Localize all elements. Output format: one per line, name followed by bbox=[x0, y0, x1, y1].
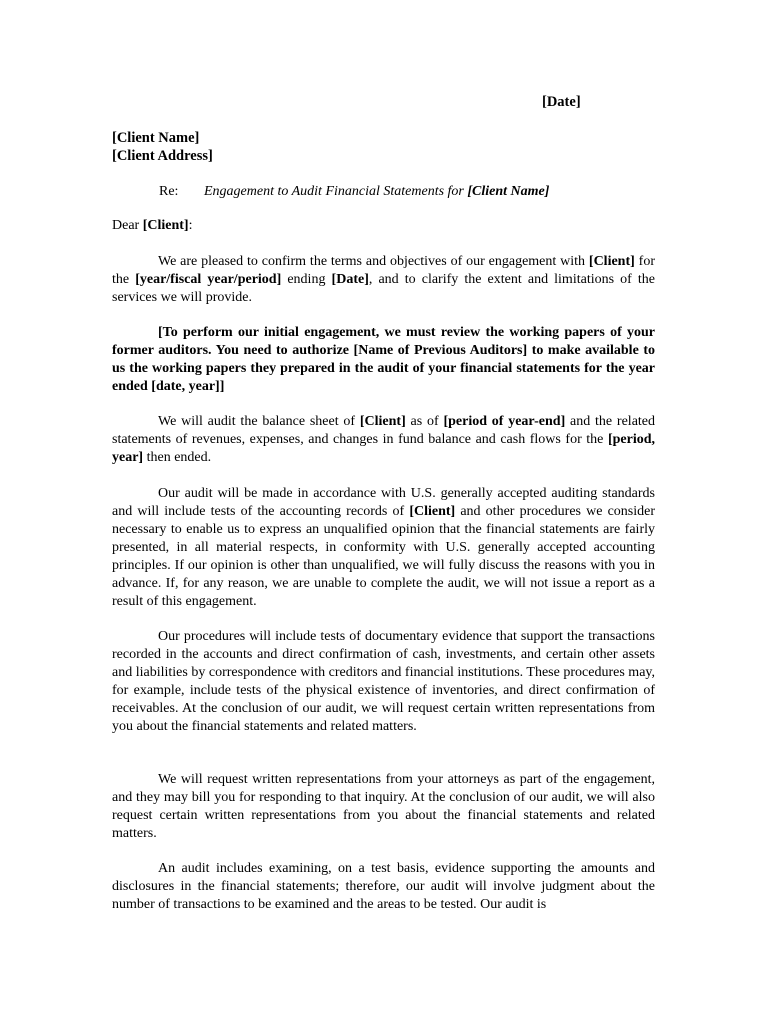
paragraph-4 bbox=[112, 485, 655, 611]
p1-period: [year/fiscal year/period] bbox=[135, 272, 282, 287]
p4-client: [Client] bbox=[409, 504, 456, 519]
salutation bbox=[112, 218, 192, 234]
subject-line bbox=[159, 184, 549, 200]
p3-text-2: as of bbox=[405, 414, 444, 429]
salutation-text: Dear bbox=[112, 218, 143, 233]
subject-text bbox=[204, 184, 549, 199]
p1-text-4: , and to clarify the extent and limitations of the services we will provide. bbox=[112, 272, 655, 305]
recipient-block bbox=[112, 129, 213, 165]
p3-period: [period, year] bbox=[112, 432, 655, 465]
p3-client: [Client] bbox=[359, 414, 406, 429]
p3-text-4: then ended. bbox=[143, 450, 212, 465]
subject-client: [Client Name] bbox=[467, 184, 550, 199]
paragraph-7: An audit includes examining, on a test basis, evidence supporting the amounts and disclosures in the financial statements; therefore, our audit will involve judgment about the number of transactions to be examined and the areas to be tested. Our audit is bbox=[112, 861, 655, 912]
p3-text-1: We will audit the balance sheet of bbox=[158, 414, 360, 429]
p1-text-2: for the bbox=[112, 254, 655, 287]
p4-text-2: and other procedures we consider necessary to enable us to express an unqualified opinion that the financial statements are fairly presented, in all material respects, in conformity with U.S. generally accepted accounting principles. If our opinion is other than unqualified, we will fully discuss the reasons with you in advance. If, for any reason, we are unable to complete the audit, we will not issue a report as a result of this engagement. bbox=[112, 504, 655, 609]
salutation-client: [Client] bbox=[142, 218, 189, 233]
salutation-colon: : bbox=[188, 218, 193, 233]
paragraph-3 bbox=[112, 413, 655, 467]
paragraph-6: We will request written representations from your attorneys as part of the engagement, and they may bill you for responding to that inquiry. At the conclusion of our audit, we will also request certain written representations from you about the financial statements and related matters. bbox=[112, 772, 655, 841]
p1-date: [Date] bbox=[331, 272, 369, 287]
client-address: [Client Address] bbox=[112, 148, 213, 164]
p4-text-1: Our audit will be made in accordance with U.S. generally accepted auditing standards and will include tests of the accounting records of bbox=[112, 486, 655, 519]
p3-year-end: [period of year-end] bbox=[443, 414, 566, 429]
p1-text-1: We are pleased to confirm the terms and objectives of our engagement with bbox=[158, 254, 589, 269]
paragraph-5: Our procedures will include tests of documentary evidence that support the transactions recorded in the accounts and direct confirmation of cash, investments, and certain other assets and liabilities by correspondence with creditors and financial institutions. These procedures may, for example, include tests of the physical existence of inventories, and direct confirmation of receivables. At the conclusion of our audit, we will request certain written representations from you about the financial statements and related matters. bbox=[112, 629, 655, 734]
subject-prefix: Engagement to Audit Financial Statements for bbox=[204, 184, 468, 199]
p3-text-3: and the related statements of revenues, expenses, and changes in fund balance and cash flows for the bbox=[112, 414, 656, 447]
client-name: [Client Name] bbox=[112, 130, 200, 146]
p1-text-3: ending bbox=[281, 272, 332, 287]
paragraph-1 bbox=[112, 253, 655, 307]
re-label: Re: bbox=[159, 184, 179, 199]
letter-date: [Date] bbox=[542, 94, 581, 110]
paragraph-2: [To perform our initial engagement, we must review the working papers of your former auditors. You need to authorize [Name of Previous Auditors] to make available to us the working papers they prepared in the audit of your financial statements for the year ended [date, year]] bbox=[112, 325, 655, 394]
p1-client: [Client] bbox=[588, 254, 635, 269]
